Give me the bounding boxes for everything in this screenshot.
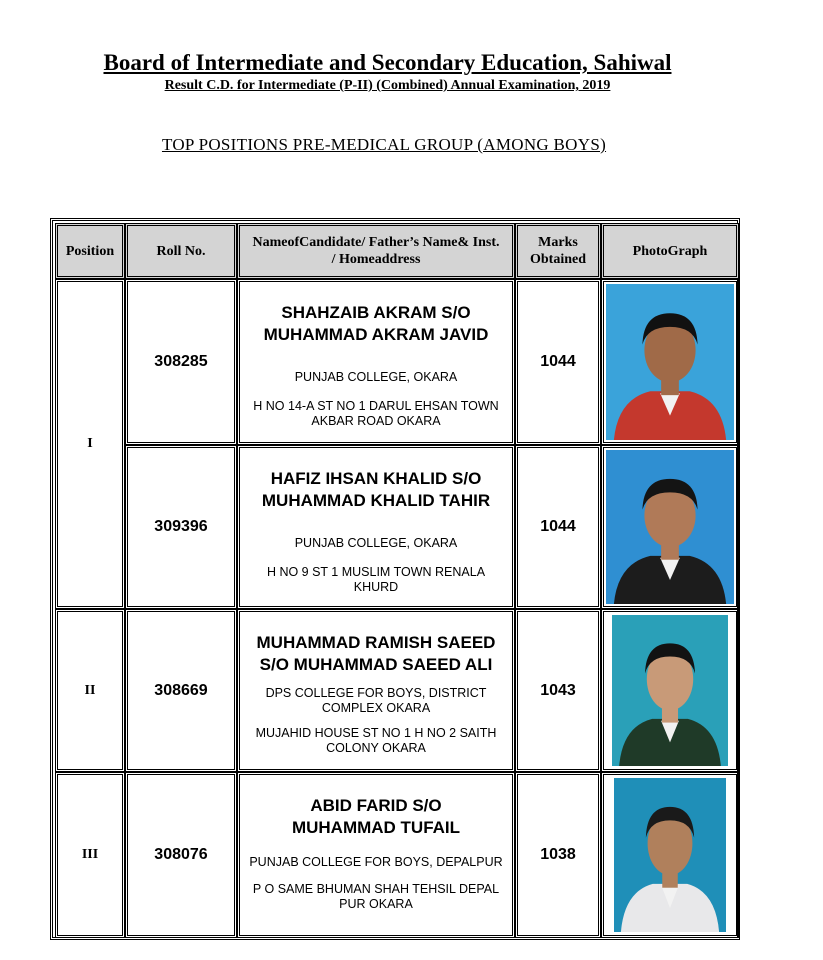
result-subtitle: Result C.D. for Intermediate (P-II) (Combined) Annual Examination, 2019 bbox=[164, 78, 611, 93]
roll-no: 308669 bbox=[125, 609, 237, 772]
candidate-address: H NO 9 ST 1 MUSLIM TOWN RENALA KHURD bbox=[266, 565, 486, 594]
candidate-name: MUHAMMAD RAMISH SAEED S/O MUHAMMAD SAEED ALI bbox=[256, 633, 496, 674]
section-title: TOP POSITIONS PRE-MEDICAL GROUP (AMONG BOYS) bbox=[161, 135, 607, 154]
roll-no: 308076 bbox=[125, 772, 237, 938]
header-roll-no: Roll No. bbox=[125, 223, 237, 279]
candidate-address: MUJAHID HOUSE ST NO 1 H NO 2 SAITH COLONY OKARA bbox=[255, 726, 497, 755]
header-photograph: PhotoGraph bbox=[601, 223, 739, 279]
results-table bbox=[50, 218, 740, 940]
candidate-cell bbox=[237, 279, 515, 445]
candidate-institute: PUNJAB COLLEGE, OKARA bbox=[294, 536, 458, 550]
candidate-institute: PUNJAB COLLEGE FOR BOYS, DEPALPUR bbox=[249, 855, 503, 869]
header-marks: Marks Obtained bbox=[515, 223, 601, 279]
roll-no: 309396 bbox=[125, 445, 237, 609]
header-candidate: NameofCandidate/ Father’s Name& Inst. / Homeaddress bbox=[237, 223, 515, 279]
marks-obtained: 1043 bbox=[515, 609, 601, 772]
position-cell: II bbox=[55, 609, 125, 772]
candidate-name: HAFIZ IHSAN KHALID S/O MUHAMMAD KHALID TAHIR bbox=[261, 469, 491, 510]
board-title: Board of Intermediate and Secondary Education, Sahiwal bbox=[103, 50, 672, 75]
photograph-cell bbox=[601, 609, 739, 772]
photograph-cell bbox=[601, 445, 739, 609]
marks-obtained: 1044 bbox=[515, 279, 601, 445]
candidate-photo bbox=[614, 778, 726, 932]
photograph-cell bbox=[601, 279, 739, 445]
roll-no: 308285 bbox=[125, 279, 237, 445]
candidate-institute: PUNJAB COLLEGE, OKARA bbox=[294, 370, 458, 384]
candidate-name: ABID FARID S/O MUHAMMAD TUFAIL bbox=[291, 796, 461, 837]
header-position: Position bbox=[55, 223, 125, 279]
candidate-photo bbox=[606, 450, 734, 604]
photograph-cell bbox=[601, 772, 739, 938]
marks-obtained: 1044 bbox=[515, 445, 601, 609]
candidate-institute: DPS COLLEGE FOR BOYS, DISTRICT COMPLEX OKARA bbox=[265, 686, 487, 715]
marks-obtained: 1038 bbox=[515, 772, 601, 938]
candidate-cell bbox=[237, 772, 515, 938]
position-cell: III bbox=[55, 772, 125, 938]
position-cell: I bbox=[55, 279, 125, 609]
candidate-cell bbox=[237, 609, 515, 772]
candidate-address: H NO 14-A ST NO 1 DARUL EHSAN TOWN AKBAR ROAD OKARA bbox=[253, 399, 499, 428]
candidate-photo bbox=[606, 284, 734, 440]
candidate-name: SHAHZAIB AKRAM S/O MUHAMMAD AKRAM JAVID bbox=[263, 303, 489, 344]
candidate-cell bbox=[237, 445, 515, 609]
candidate-photo bbox=[612, 615, 728, 766]
candidate-address: P O SAME BHUMAN SHAH TEHSIL DEPAL PUR OKARA bbox=[252, 882, 500, 911]
